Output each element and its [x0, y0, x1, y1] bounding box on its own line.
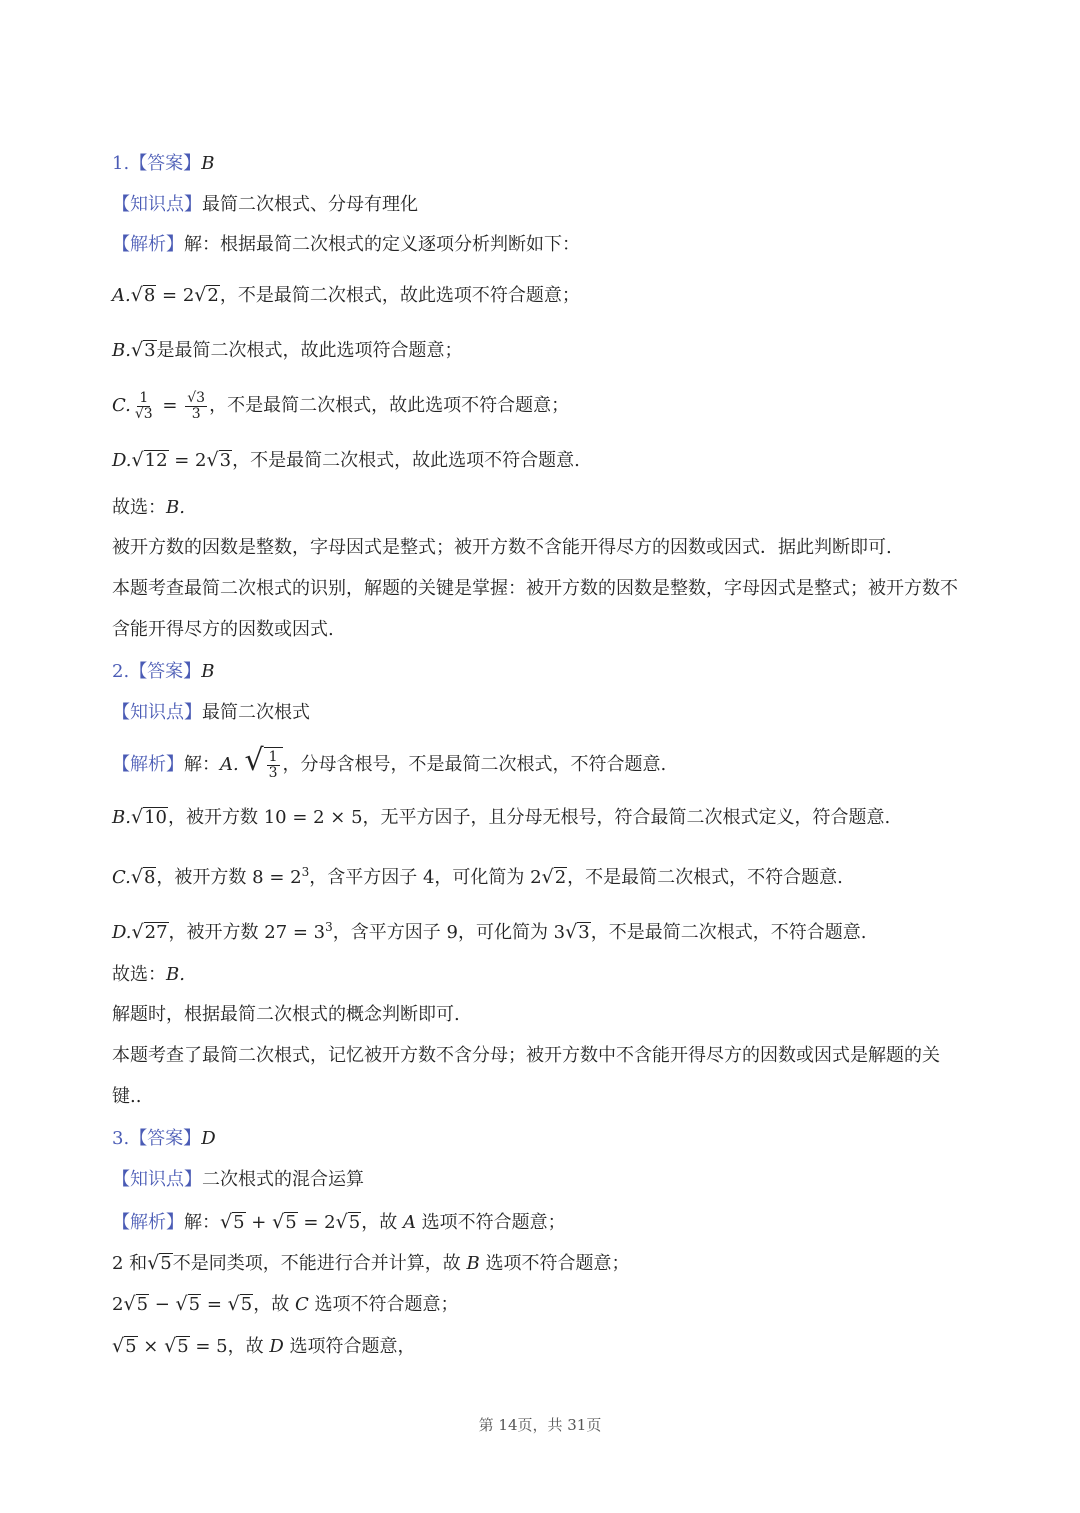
q2-c-radical: √8	[130, 866, 156, 888]
q3-l1-radical-1: √5	[220, 1211, 245, 1233]
q1-c-frac-2: $\frac{√3}{3}$	[187, 389, 206, 422]
q2-c-radicand: 8	[143, 867, 156, 888]
q2-paragraph-1: 解题时，根据最简二次根式的概念判断即可.	[112, 1004, 460, 1025]
q1-a-radicand-1: 8	[143, 285, 156, 306]
q1-b-label: B.	[112, 340, 131, 361]
q1-paragraph-2a: 本题考查最简二次根式的识别，解题的关键是掌握：被开方数的因数是整数，字母因式是整式；被开方数不	[112, 578, 958, 599]
q2-b-radicand: 10	[144, 807, 167, 828]
q2-c-sup: 3	[301, 865, 310, 879]
q1-c-text: ，不是最简二次根式，故此选项不符合题意；	[209, 395, 570, 416]
q3-l3-minus: −	[149, 1294, 176, 1315]
q1-c-num-1: 1	[139, 389, 149, 406]
q3-l3-radical-3: √5	[227, 1293, 253, 1315]
q3-line-3	[112, 1292, 458, 1317]
q3-l3-pre: 2	[112, 1294, 124, 1315]
q1-d-radical-2: √3	[206, 449, 232, 471]
q3-l1-radical-2: √5	[272, 1211, 297, 1233]
q3-l1-plus: +	[245, 1212, 273, 1233]
q3-l3-radicand-3: 5	[240, 1294, 253, 1315]
q2-choose-answer: B.	[166, 964, 185, 985]
q2-c-text-1: ，被开方数 8 = 2	[156, 867, 302, 888]
q3-l4-option: D	[269, 1336, 284, 1357]
q3-l3-text-2: 选项不符合题意；	[308, 1294, 459, 1315]
q1-a-radicand-2: 2	[207, 285, 219, 306]
q1-d-text: ，不是最简二次根式，故此选项不符合题意.	[232, 450, 580, 471]
q2-option-c	[112, 860, 843, 890]
q1-c-eq: =	[156, 395, 184, 416]
q2-b-radical: √10	[130, 806, 167, 828]
q3-l3-eq: =	[201, 1294, 228, 1315]
q1-d-radicand-1: 12	[144, 450, 168, 471]
q1-answer: B	[201, 153, 215, 174]
q3-l4-times: ×	[137, 1336, 165, 1357]
q3-answer-tag: 【答案】	[129, 1128, 202, 1149]
q2-paragraph-2a: 本题考查了最简二次根式，记忆被开方数不含分母；被开方数中不含能开得尽方的因数或因式是解题的关	[112, 1045, 940, 1066]
q1-option-d	[112, 448, 580, 473]
q2-d-radicand: 27	[144, 922, 168, 943]
q3-l2-radical: √5	[147, 1252, 172, 1274]
q1-paragraph-1: 被开方数的因数是整数，字母因式是整式；被开方数不含能开得尽方的因数或因式．据此判断即可.	[112, 537, 892, 558]
q2-d-radicand-2: 3	[578, 922, 590, 943]
q2-paragraph-2b: 键..	[112, 1086, 142, 1107]
q3-an-tag: 【解析】	[112, 1212, 184, 1233]
q1-a-eq: = 2	[156, 285, 195, 306]
q3-answer: D	[201, 1128, 216, 1149]
q3-l1-eq: = 2	[297, 1212, 336, 1233]
q1-an: 解：根据最简二次根式的定义逐项分析判断如下：	[184, 234, 580, 255]
q3-answer-line	[112, 1127, 216, 1151]
q3-kp: 二次根式的混合运算	[202, 1169, 364, 1190]
q2-b-text: ，被开方数 10 = 2 × 5，无平方因子，且分母无根号，符合最简二次根式定义，符合题意.	[167, 807, 891, 828]
q3-l1-text-1: ，故	[361, 1212, 403, 1233]
q3-l1-text-2: 选项不符合题意；	[415, 1212, 566, 1233]
q2-d-sup: 3	[325, 920, 333, 934]
q2-kp-tag: 【知识点】	[112, 702, 202, 723]
q1-a-label: A.	[112, 285, 131, 306]
q1-option-c	[112, 390, 569, 422]
q1-d-radical-1: √12	[131, 449, 168, 471]
q1-paragraph-2b: 含能开得尽方的因数或因式.	[112, 619, 334, 640]
q1-kp-tag: 【知识点】	[112, 194, 202, 215]
q1-answer-line	[112, 152, 214, 176]
q3-l2-text-1: 不是同类项，不能进行合并计算，故	[172, 1253, 467, 1274]
q3-number: 3.	[112, 1128, 130, 1149]
q2-kp: 最简二次根式	[202, 702, 310, 723]
q2-d-label: D.	[112, 922, 132, 943]
q2-d-radical-2: √3	[565, 921, 590, 943]
q2-c-text-2: ，含平方因子 4，可化简为 2	[309, 867, 542, 888]
q1-a-radical-2: √2	[194, 284, 219, 306]
q3-l1-radicand-1: 5	[233, 1212, 245, 1233]
q1-d-eq: = 2	[168, 450, 207, 471]
q2-option-b	[112, 805, 890, 830]
q3-l1-radicand-3: 5	[348, 1212, 361, 1233]
q1-option-a	[112, 283, 580, 308]
q1-analysis-line	[112, 233, 580, 257]
q3-l2-pre: 2 和	[112, 1253, 148, 1274]
q1-c-num-2: 3	[196, 389, 206, 406]
q3-l4-eq: = 5	[189, 1336, 228, 1357]
q1-c-den-2: 3	[191, 405, 201, 422]
q1-answer-tag: 【答案】	[129, 153, 202, 174]
q3-l4-radical-2: √5	[164, 1335, 189, 1357]
q3-l4-radical-1: √5	[112, 1335, 137, 1357]
q2-b-label: B.	[112, 807, 131, 828]
q1-a-text: ，不是最简二次根式，故此选项不符合题意；	[219, 285, 580, 306]
q2-analysis-line	[112, 743, 667, 782]
q1-an-tag: 【解析】	[112, 234, 184, 255]
q2-option-d	[112, 915, 866, 945]
q2-an-tag: 【解析】	[112, 754, 184, 775]
q2-d-radical: √27	[131, 921, 168, 943]
q3-l2-radicand: 5	[160, 1253, 172, 1274]
q1-b-radicand: 3	[144, 340, 156, 361]
q1-choose: 故选：	[112, 497, 166, 518]
q3-l3-option: C	[294, 1294, 309, 1315]
q3-l4-text-2: 选项符合题意，	[283, 1336, 416, 1357]
q3-l3-radical-1: √5	[123, 1293, 149, 1315]
q1-c-label: C.	[112, 395, 131, 416]
q3-l1-radical-3: √5	[335, 1211, 361, 1233]
q2-a-num: 1	[268, 748, 278, 765]
q2-choose: 故选：	[112, 964, 166, 985]
q3-knowledge-line	[112, 1168, 364, 1192]
q2-an-pre: 解：	[184, 754, 220, 775]
q1-a-radical-1: √8	[130, 284, 156, 306]
q1-option-b	[112, 338, 463, 363]
q2-a-label: A.	[220, 754, 245, 775]
q2-answer-line	[112, 660, 214, 684]
q2-choose-line	[112, 963, 185, 987]
q3-l1-option: A	[402, 1212, 416, 1233]
q3-l2-option: B	[466, 1253, 480, 1274]
q2-knowledge-line	[112, 701, 310, 725]
q3-l4-radicand-1: 5	[125, 1336, 137, 1357]
q2-answer: B	[201, 661, 215, 682]
q3-l1-radicand-2: 5	[285, 1212, 297, 1233]
q2-c-text-3: ，不是最简二次根式，不符合题意.	[567, 867, 843, 888]
q2-a-den: 3	[268, 764, 278, 781]
q2-d-text-1: ，被开方数 27 = 3	[168, 922, 326, 943]
q2-d-text-2: ，含平方因子 9，可化简为 3	[332, 922, 566, 943]
page-footer: 第 14页，共 31页	[478, 1416, 602, 1434]
q3-analysis-line	[112, 1210, 566, 1235]
q2-a-radical: √ $\frac{1}{3}$	[244, 746, 282, 782]
q1-knowledge-line	[112, 193, 418, 217]
q3-l4-text-1: ，故	[227, 1336, 270, 1357]
q2-c-radical-2: √2	[541, 866, 567, 888]
q3-l2-text-2: 选项不符合题意；	[479, 1253, 630, 1274]
q2-a-text: ，分母含根号，不是最简二次根式，不符合题意.	[282, 754, 667, 775]
q1-c-frac-1: $\frac{1}{√3}$	[134, 389, 153, 422]
q2-c-label: C.	[112, 867, 131, 888]
q3-line-2	[112, 1251, 629, 1276]
q2-c-radicand-2: 2	[554, 867, 567, 888]
q1-choose-answer: B.	[166, 497, 185, 518]
q3-l3-radicand-2: 5	[188, 1294, 201, 1315]
q1-c-den-1: 3	[143, 405, 153, 422]
q3-l3-radical-2: √5	[175, 1293, 201, 1315]
q2-number: 2.	[112, 661, 130, 682]
q1-d-radicand-2: 3	[219, 450, 232, 471]
q3-an-pre: 解：	[184, 1212, 220, 1233]
q1-kp: 最简二次根式、分母有理化	[202, 194, 418, 215]
q1-choose-line	[112, 496, 185, 520]
q3-kp-tag: 【知识点】	[112, 1169, 202, 1190]
q2-answer-tag: 【答案】	[129, 661, 202, 682]
q1-b-radical: √3	[130, 339, 156, 361]
q3-l3-text-1: ，故	[253, 1294, 295, 1315]
q2-d-text-3: ，不是最简二次根式，不符合题意.	[590, 922, 867, 943]
q3-l3-radicand-1: 5	[136, 1294, 149, 1315]
q3-l4-radicand-2: 5	[177, 1336, 189, 1357]
q1-b-text: 是最简二次根式，故此选项符合题意；	[156, 340, 463, 361]
q3-line-4	[112, 1334, 416, 1359]
q1-number: 1.	[112, 153, 130, 174]
q1-d-label: D.	[112, 450, 132, 471]
